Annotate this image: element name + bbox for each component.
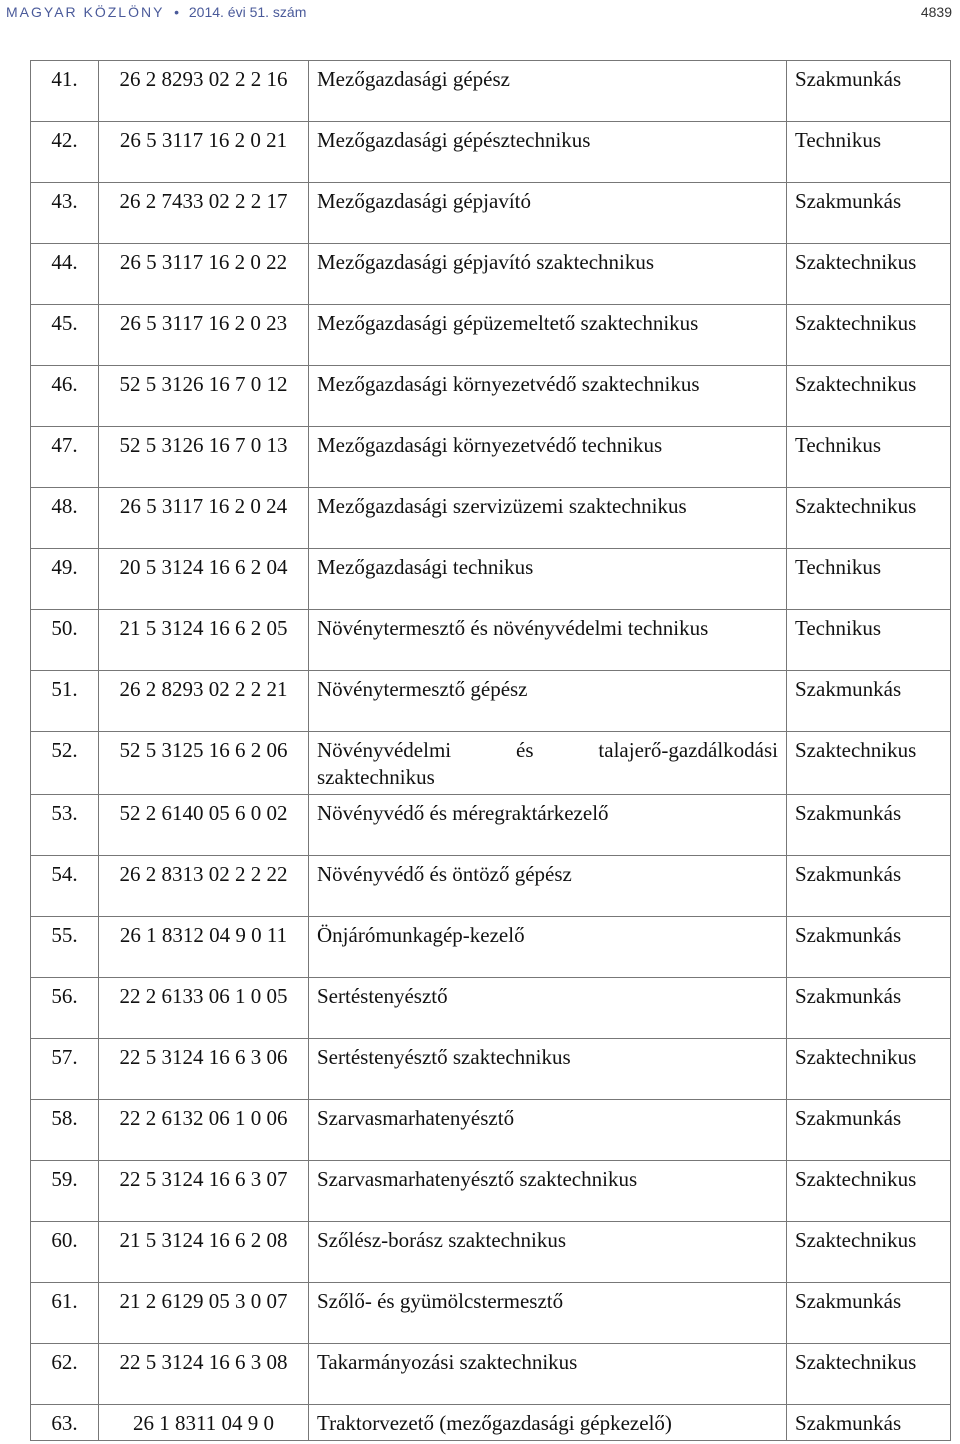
running-header [6, 4, 306, 20]
qualification-level-cell: Szaktechnikus [787, 1222, 951, 1283]
row-number-cell: 47. [31, 427, 99, 488]
row-number-cell: 59. [31, 1161, 99, 1222]
qualification-name-cell: Mezőgazdasági szervizüzemi szaktechnikus [309, 488, 787, 549]
row-number-cell: 50. [31, 610, 99, 671]
row-number-cell: 63. [31, 1405, 99, 1441]
table-body [31, 61, 951, 1441]
qualification-code-cell: 22 5 3124 16 6 3 07 [99, 1161, 309, 1222]
table-row [31, 122, 951, 183]
qualification-code-cell: 26 1 8312 04 9 0 11 [99, 917, 309, 978]
qualification-level-cell: Szakmunkás [787, 795, 951, 856]
qualification-level-cell: Szakmunkás [787, 1100, 951, 1161]
qualification-level-cell: Szakmunkás [787, 671, 951, 732]
qualification-code-cell: 26 2 8293 02 2 2 16 [99, 61, 309, 122]
qualification-code-cell: 21 5 3124 16 6 2 08 [99, 1222, 309, 1283]
qualification-name-cell: Mezőgazdasági gépüzemeltető szaktechnikus [309, 305, 787, 366]
table-row [31, 1039, 951, 1100]
qualification-level-cell: Technikus [787, 427, 951, 488]
qualification-code-cell: 26 2 8313 02 2 2 22 [99, 856, 309, 917]
qualification-name-cell: Növénytermesztő és növényvédelmi technikus [309, 610, 787, 671]
qualification-name-cell: Sertéstenyésztő [309, 978, 787, 1039]
qualification-level-cell: Szakmunkás [787, 1405, 951, 1441]
header-separator: • [174, 4, 179, 20]
qualification-level-cell: Szakmunkás [787, 1283, 951, 1344]
qualification-name-cell: Szőlész-borász szaktechnikus [309, 1222, 787, 1283]
row-number-cell: 62. [31, 1344, 99, 1405]
qualification-code-cell: 21 5 3124 16 6 2 05 [99, 610, 309, 671]
qualification-name-cell: Szarvasmarhatenyésztő szaktechnikus [309, 1161, 787, 1222]
qualification-level-cell: Szaktechnikus [787, 1344, 951, 1405]
qualification-level-cell: Szakmunkás [787, 856, 951, 917]
page-number: 4839 [920, 4, 952, 20]
qualification-code-cell: 52 5 3126 16 7 0 13 [99, 427, 309, 488]
table-row [31, 1405, 951, 1441]
table-row [31, 61, 951, 122]
qualification-level-cell: Szaktechnikus [787, 488, 951, 549]
qualification-level-cell: Technikus [787, 122, 951, 183]
qualification-name-cell: Szőlő- és gyümölcstermesztő [309, 1283, 787, 1344]
qualification-code-cell: 22 5 3124 16 6 3 06 [99, 1039, 309, 1100]
table-row [31, 305, 951, 366]
table-row [31, 366, 951, 427]
qualification-code-cell: 20 5 3124 16 6 2 04 [99, 549, 309, 610]
table-row [31, 856, 951, 917]
qualification-level-cell: Szakmunkás [787, 183, 951, 244]
publication-title: MAGYAR KÖZLÖNY [6, 4, 165, 20]
qualification-code-cell: 22 2 6133 06 1 0 05 [99, 978, 309, 1039]
qualification-code-cell: 22 5 3124 16 6 3 08 [99, 1344, 309, 1405]
qualification-name-cell: Növénytermesztő gépész [309, 671, 787, 732]
qualification-name-cell: Mezőgazdasági gépésztechnikus [309, 122, 787, 183]
issue-label: 2014. évi 51. szám [188, 4, 307, 20]
qualification-name-cell: Növényvédelmi és talajerő-gazdálkodási szaktechnikus [309, 732, 787, 795]
row-number-cell: 54. [31, 856, 99, 917]
table-row [31, 488, 951, 549]
row-number-cell: 51. [31, 671, 99, 732]
qualification-name-cell: Sertéstenyésztő szaktechnikus [309, 1039, 787, 1100]
qualification-level-cell: Szakmunkás [787, 61, 951, 122]
qualification-name-cell: Mezőgazdasági technikus [309, 549, 787, 610]
qualification-name-cell: Mezőgazdasági környezetvédő szaktechnikus [309, 366, 787, 427]
row-number-cell: 42. [31, 122, 99, 183]
table-row [31, 1222, 951, 1283]
table-row [31, 1283, 951, 1344]
row-number-cell: 49. [31, 549, 99, 610]
table-row [31, 244, 951, 305]
row-number-cell: 53. [31, 795, 99, 856]
table-row [31, 1344, 951, 1405]
row-number-cell: 45. [31, 305, 99, 366]
qualification-name-cell: Mezőgazdasági gépjavító szaktechnikus [309, 244, 787, 305]
qualification-name-cell: Takarmányozási szaktechnikus [309, 1344, 787, 1405]
qualification-name-cell: Mezőgazdasági gépész [309, 61, 787, 122]
table-row [31, 549, 951, 610]
row-number-cell: 46. [31, 366, 99, 427]
qualification-level-cell: Technikus [787, 610, 951, 671]
table-row [31, 1161, 951, 1222]
qualification-name-cell: Szarvasmarhatenyésztő [309, 1100, 787, 1161]
table-row [31, 1100, 951, 1161]
qualification-level-cell: Szaktechnikus [787, 366, 951, 427]
qualification-code-cell: 26 5 3117 16 2 0 22 [99, 244, 309, 305]
table-row [31, 427, 951, 488]
table-row [31, 671, 951, 732]
qualification-level-cell: Szaktechnikus [787, 732, 951, 795]
qualification-name-cell: Növényvédő és öntöző gépész [309, 856, 787, 917]
qualification-code-cell: 26 1 8311 04 9 0 [99, 1405, 309, 1441]
table-row [31, 917, 951, 978]
row-number-cell: 48. [31, 488, 99, 549]
qualification-level-cell: Szaktechnikus [787, 305, 951, 366]
page-header [0, 0, 960, 30]
row-number-cell: 55. [31, 917, 99, 978]
qualification-code-cell: 22 2 6132 06 1 0 06 [99, 1100, 309, 1161]
row-number-cell: 41. [31, 61, 99, 122]
qualification-code-cell: 26 2 7433 02 2 2 17 [99, 183, 309, 244]
qualification-name-cell: Önjárómunkagép-kezelő [309, 917, 787, 978]
qualification-name-cell: Mezőgazdasági gépjavító [309, 183, 787, 244]
qualification-code-cell: 52 5 3126 16 7 0 12 [99, 366, 309, 427]
qualification-level-cell: Szakmunkás [787, 978, 951, 1039]
table-row [31, 795, 951, 856]
qualification-code-cell: 26 5 3117 16 2 0 24 [99, 488, 309, 549]
row-number-cell: 60. [31, 1222, 99, 1283]
row-number-cell: 61. [31, 1283, 99, 1344]
qualification-name-cell: Növényvédő és méregraktárkezelő [309, 795, 787, 856]
row-number-cell: 56. [31, 978, 99, 1039]
qualification-code-cell: 52 2 6140 05 6 0 02 [99, 795, 309, 856]
qualification-code-cell: 26 5 3117 16 2 0 23 [99, 305, 309, 366]
qualification-name-cell: Mezőgazdasági környezetvédő technikus [309, 427, 787, 488]
qualification-level-cell: Szaktechnikus [787, 244, 951, 305]
qualification-level-cell: Szakmunkás [787, 917, 951, 978]
row-number-cell: 52. [31, 732, 99, 795]
qualification-level-cell: Technikus [787, 549, 951, 610]
qualification-code-cell: 26 5 3117 16 2 0 21 [99, 122, 309, 183]
qualification-code-cell: 52 5 3125 16 6 2 06 [99, 732, 309, 795]
qualification-level-cell: Szaktechnikus [787, 1039, 951, 1100]
table-row [31, 610, 951, 671]
row-number-cell: 44. [31, 244, 99, 305]
qualification-code-cell: 26 2 8293 02 2 2 21 [99, 671, 309, 732]
table-row [31, 183, 951, 244]
qualification-name-cell: Traktorvezető (mezőgazdasági gépkezelő) [309, 1405, 787, 1441]
row-number-cell: 58. [31, 1100, 99, 1161]
row-number-cell: 43. [31, 183, 99, 244]
row-number-cell: 57. [31, 1039, 99, 1100]
table-row [31, 732, 951, 795]
table-row [31, 978, 951, 1039]
qualification-level-cell: Szaktechnikus [787, 1161, 951, 1222]
qualifications-table [30, 60, 951, 1441]
qualification-code-cell: 21 2 6129 05 3 0 07 [99, 1283, 309, 1344]
